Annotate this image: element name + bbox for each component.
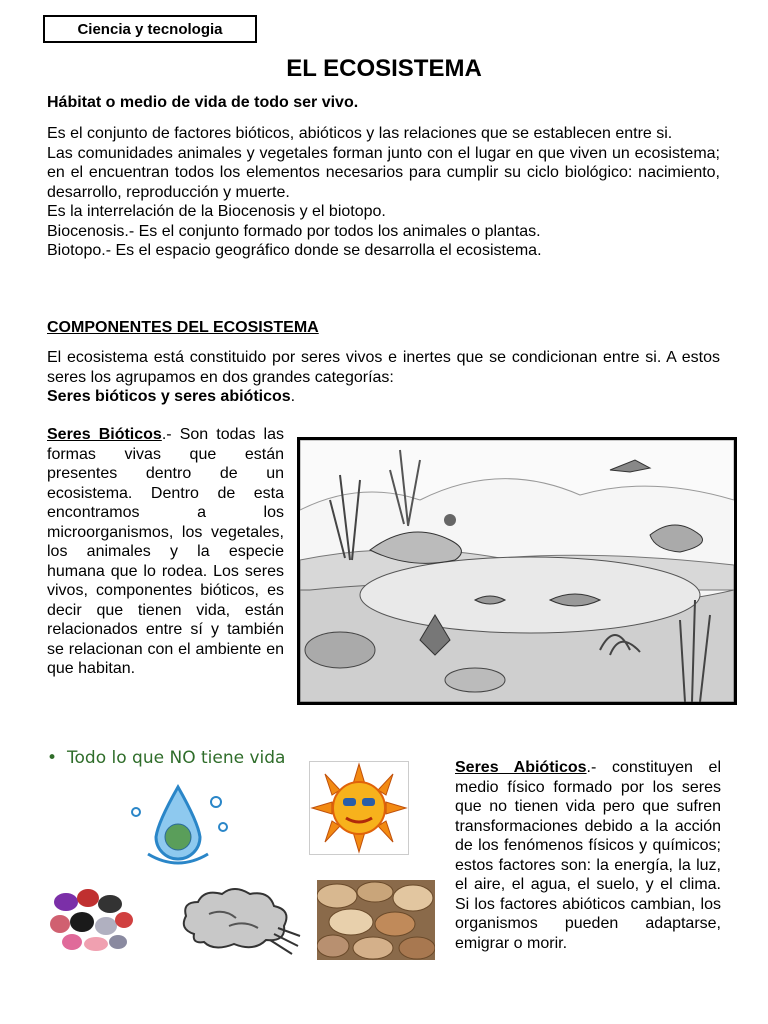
components-heading: COMPONENTES DEL ECOSISTEMA [47,319,319,336]
sun-icon-frame [309,761,409,855]
intro-paragraph-2: Las comunidades animales y vegetales forman junto con el lugar en que viven un ecosistema; en el encuentran todos los elementos necesarios para cumplir su ciclo biológico: nacimiento, desarrollo, reproducción y muerte. [47,144,720,201]
intro-paragraph-5: Biotopo.- Es el espacio geográfico donde se desarrolla el ecosistema. [47,242,542,259]
bioticos-paragraph [47,425,284,679]
subject-label: Ciencia y tecnologia [77,20,223,38]
abioticos-tagline [47,748,285,768]
sun-icon [310,762,408,854]
abioticos-term: Seres Abióticos [455,759,587,776]
abioticos-paragraph [455,758,721,953]
abioticos-tagline-text: Todo lo que NO tiene vida [67,748,286,768]
intro-paragraph-4: Biocenosis.- Es el conjunto formado por todos los animales o plantas. [47,222,541,240]
page-title: EL ECOSISTEMA [286,55,482,82]
rocks-icon [317,880,435,960]
intro-block [47,124,720,261]
components-period: . [290,388,296,405]
intro-paragraph-3: Es la interrelación de la Biocenosis y el biotopo. [47,203,386,220]
wind-cloud-icon [174,884,302,956]
bullet-icon: • [47,748,58,768]
subject-label-box [43,15,257,43]
colored-stones-icon [46,884,134,952]
abioticos-text: .- constituyen el medio físico formado por los seres que no tienen vida pero que sufren transformaciones debido a la acción de los fenómenos físicos y químicos; estos factores son: la energía, la luz, el aire, el agua, el suelo, y el clima. Si los factores abióticos cambian, los organismos pueden adaptarse, emigrar o morir. [455,759,721,952]
components-categories: Seres bióticos y seres abióticos [47,388,291,405]
pond-scene-drawing [300,440,734,702]
page-subtitle: Hábitat o medio de vida de todo ser vivo. [47,94,359,111]
components-block [47,348,720,407]
components-text: El ecosistema está constituido por seres vivos e inertes que se condicionan entre si. A estos seres los agrupamos en dos grandes categorías: [47,349,720,386]
ecosystem-illustration [297,437,737,705]
water-drop-icon [118,782,238,872]
intro-paragraph-1: Es el conjunto de factores bióticos, abióticos y las relaciones que se establecen entre si. [47,125,673,142]
bioticos-text: .- Son todas las formas vivas que están presentes dentro de un ecosistema. Dentro de esta encontramos a los microorganismos, los vegetales, los animales y la especie humana que lo rodea. Los seres vivos, componentes bióticos, es decir que tienen vida, están relacionados entre sí y también se relacionan con el ambiente en que habitan. [47,426,285,677]
bioticos-term: Seres Bióticos [47,426,162,443]
